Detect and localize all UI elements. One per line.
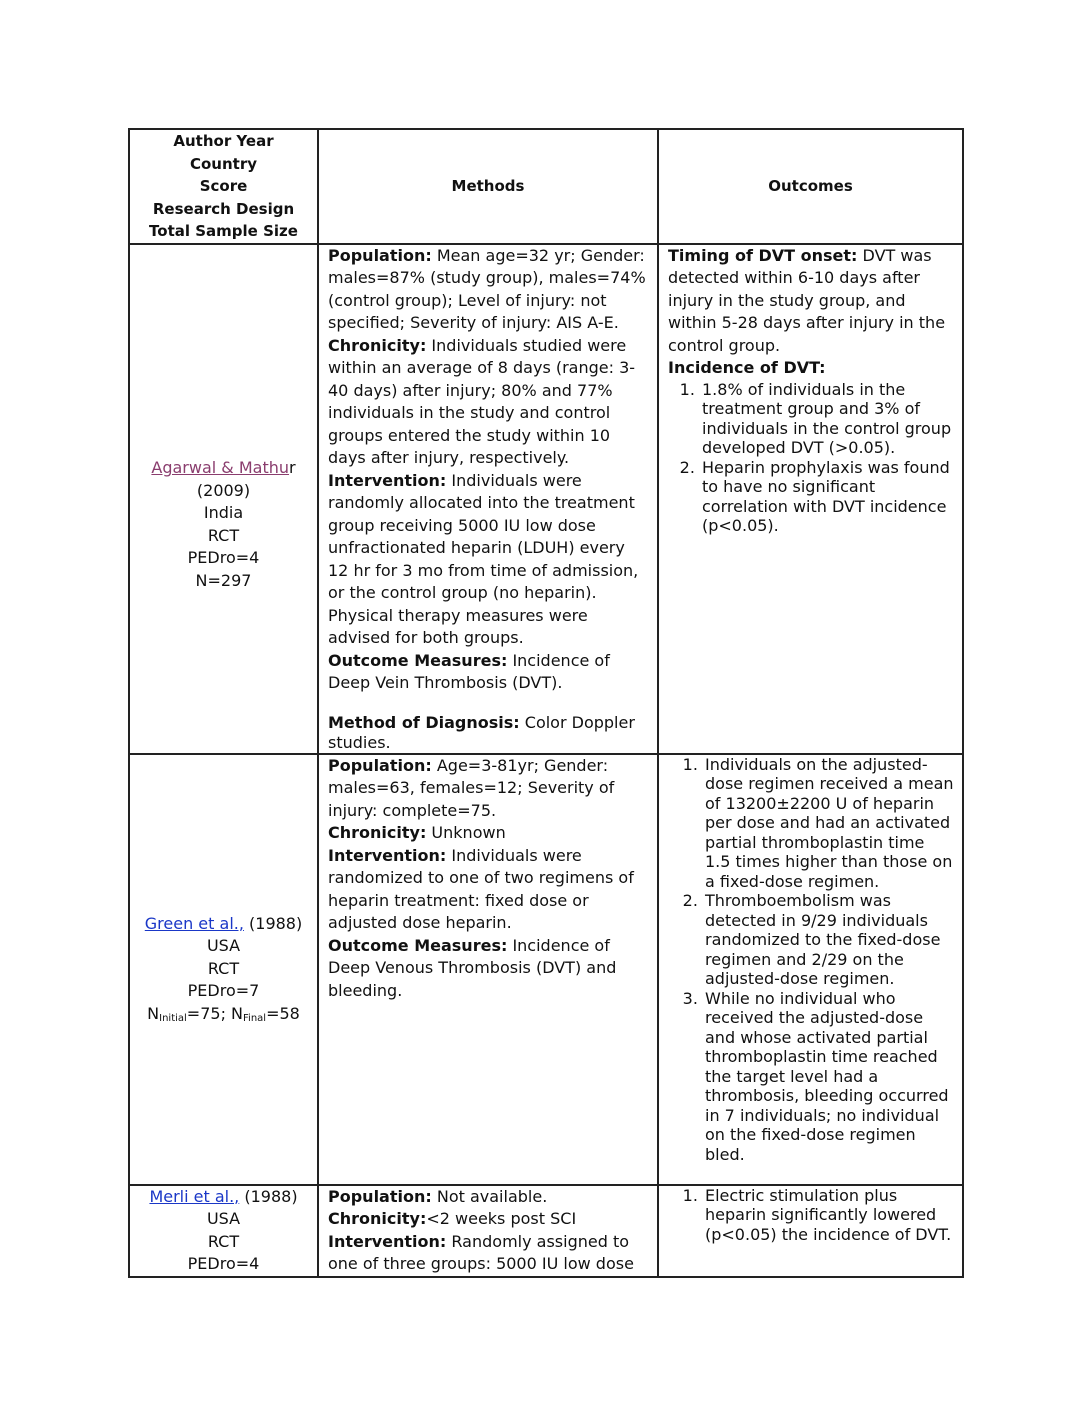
methods-cell: [318, 1185, 658, 1277]
methods-outcome-measures: [328, 650, 649, 695]
author-cell: [129, 244, 318, 754]
study-country: India: [203, 503, 244, 522]
methods-intervention: [328, 470, 649, 650]
timing-label: Timing of DVT onset:: [668, 245, 858, 265]
outcome-measures-text: Incidence of Deep Vein Thrombosis (DVT).: [328, 650, 610, 692]
outcomes-cell: [658, 1185, 963, 1277]
methods-intervention: [328, 845, 649, 935]
diagnosis-text: Color Doppler studies.: [328, 712, 635, 752]
header-author-column: [129, 129, 318, 244]
methods-outcome-measures: [328, 935, 649, 1003]
outcome-measures-label: Outcome Measures:: [328, 650, 508, 670]
header-outcomes: Outcomes: [658, 129, 963, 244]
intervention-label: Intervention:: [328, 470, 447, 490]
list-item: 1. 1.8% of individuals in the treatment group and 3% of individuals in the control group developed DVT (>0.05).: [700, 380, 954, 458]
intervention-text: Randomly assigned to one of three groups: 5000 IU low dose: [328, 1231, 634, 1273]
list-item: 2. Heparin prophylaxis was found to have no significant correlation with DVT incidence (p<0.05).: [700, 458, 954, 536]
chronicity-text: Individuals studied were within an average of 8 days (range: 3-40 days) after injury; 80% and 77% individuals in the study and control groups entered the study within 10 days after injury, respectively.: [328, 335, 636, 467]
chronicity-text: <2 weeks post SCI: [426, 1209, 577, 1228]
population-text: Age=3-81yr; Gender: males=63, females=12; Severity of injury: complete=75.: [328, 755, 615, 820]
chronicity-text: Unknown: [426, 823, 506, 842]
table-row: [129, 754, 963, 1185]
study-year: (1988): [243, 913, 303, 933]
list-item: 2. Thromboembolism was detected in 9/29 individuals randomized to the fixed-dose regimen and 2/29 on the adjusted-dose regimen.: [703, 891, 954, 989]
intervention-label: Intervention:: [328, 845, 447, 865]
header-author-year: Author Year: [173, 132, 274, 150]
population-label: Population:: [328, 245, 432, 265]
study-sample: N=297: [195, 570, 252, 590]
methods-intervention: [328, 1231, 649, 1276]
table-row: [129, 244, 963, 754]
list-item: 3. While no individual who received the adjusted-dose and whose activated partial thromboplastin time reached the target level had a thrombosis, bleeding occurred in 7 individuals; no individual on the fixed-dose regimen bled.: [703, 989, 954, 1165]
study-design: RCT: [207, 1231, 240, 1251]
outcome-measures-text: Incidence of Deep Venous Thrombosis (DVT) and bleeding.: [328, 935, 617, 1000]
outcome-timing: [668, 245, 954, 358]
population-text: Mean age=32 yr; Gender: males=87% (study group), males=74% (control group); Level of injury: not specified; Severity of injury: AIS A-E.: [328, 245, 646, 332]
table-header-row: [129, 129, 963, 244]
study-year: (2009): [196, 480, 251, 500]
population-label: Population:: [328, 1186, 432, 1206]
header-country: Country: [189, 154, 258, 173]
study-score: PEDro=4: [187, 1254, 260, 1273]
outcomes-cell: [658, 244, 963, 754]
outcome-list: [668, 1186, 954, 1245]
author-link[interactable]: Merli et al.,: [149, 1186, 240, 1206]
methods-population: [328, 245, 649, 335]
outcome-list: [668, 380, 954, 536]
methods-chronicity: [328, 335, 649, 470]
author-link[interactable]: Agarwal & Mathu: [151, 458, 290, 477]
outcomes-cell: [658, 754, 963, 1185]
methods-diagnosis: [328, 713, 649, 753]
author-link-tail: r: [289, 458, 296, 477]
intervention-text: Individuals were randomized to one of two regimens of heparin treatment: fixed dose or adjusted dose heparin.: [328, 845, 634, 932]
study-score: PEDro=4: [187, 548, 260, 567]
study-design: RCT: [207, 958, 240, 978]
study-country: USA: [206, 936, 241, 956]
intervention-label: Intervention:: [328, 1231, 447, 1251]
methods-chronicity: [328, 822, 649, 845]
outcome-list: [668, 755, 954, 1165]
study-sample: $N_{Initial}=75$; $N_{Final}=58$: [147, 1003, 300, 1024]
author-cell: [129, 754, 318, 1185]
diagnosis-label: Method of Diagnosis:: [328, 712, 520, 732]
table-row: [129, 1185, 963, 1277]
study-table-page: [128, 128, 962, 1278]
header-methods: Methods: [318, 129, 658, 244]
methods-cell: [318, 244, 658, 754]
methods-population: [328, 1186, 649, 1209]
study-year: (1988): [239, 1186, 298, 1206]
outcome-measures-label: Outcome Measures:: [328, 935, 508, 955]
methods-chronicity: [328, 1208, 649, 1231]
evidence-table: [128, 128, 964, 1278]
incidence-label: Incidence of DVT:: [668, 358, 826, 377]
intervention-text: Individuals were randomly allocated into the treatment group receiving 5000 IU low dose unfractionated heparin (LDUH) every 12 hr for 3 mo from time of admission, or the control group (no heparin). Physical therapy measures were advised for both groups.: [328, 470, 639, 647]
author-link[interactable]: Green et al.,: [144, 913, 244, 933]
list-item: 1. Electric stimulation plus heparin significantly lowered (p<0.05) the incidence of DVT.: [703, 1186, 954, 1245]
population-label: Population:: [328, 755, 432, 775]
methods-population: [328, 755, 649, 823]
chronicity-label: Chronicity:: [328, 823, 427, 842]
chronicity-label: Chronicity:: [328, 1209, 427, 1228]
study-design: RCT: [207, 525, 240, 545]
header-sample-size: Total Sample Size: [149, 222, 298, 240]
list-item: 1. Individuals on the adjusted-dose regimen received a mean of 13200±2200 U of heparin per dose and had an activated partial thromboplastin time 1.5 times higher than those on a fixed-dose regimen.: [703, 755, 954, 892]
timing-text: DVT was detected within 6-10 days after injury in the study group, and within 5-28 days after injury in the control group.: [668, 245, 946, 355]
header-score: Score: [199, 177, 248, 195]
population-text: Not available.: [431, 1186, 548, 1206]
chronicity-label: Chronicity:: [328, 335, 427, 355]
study-score: PEDro=7: [187, 981, 260, 1001]
methods-cell: [318, 754, 658, 1185]
header-research-design: Research Design: [152, 199, 295, 218]
author-cell: [129, 1185, 318, 1277]
study-country: USA: [206, 1209, 241, 1228]
